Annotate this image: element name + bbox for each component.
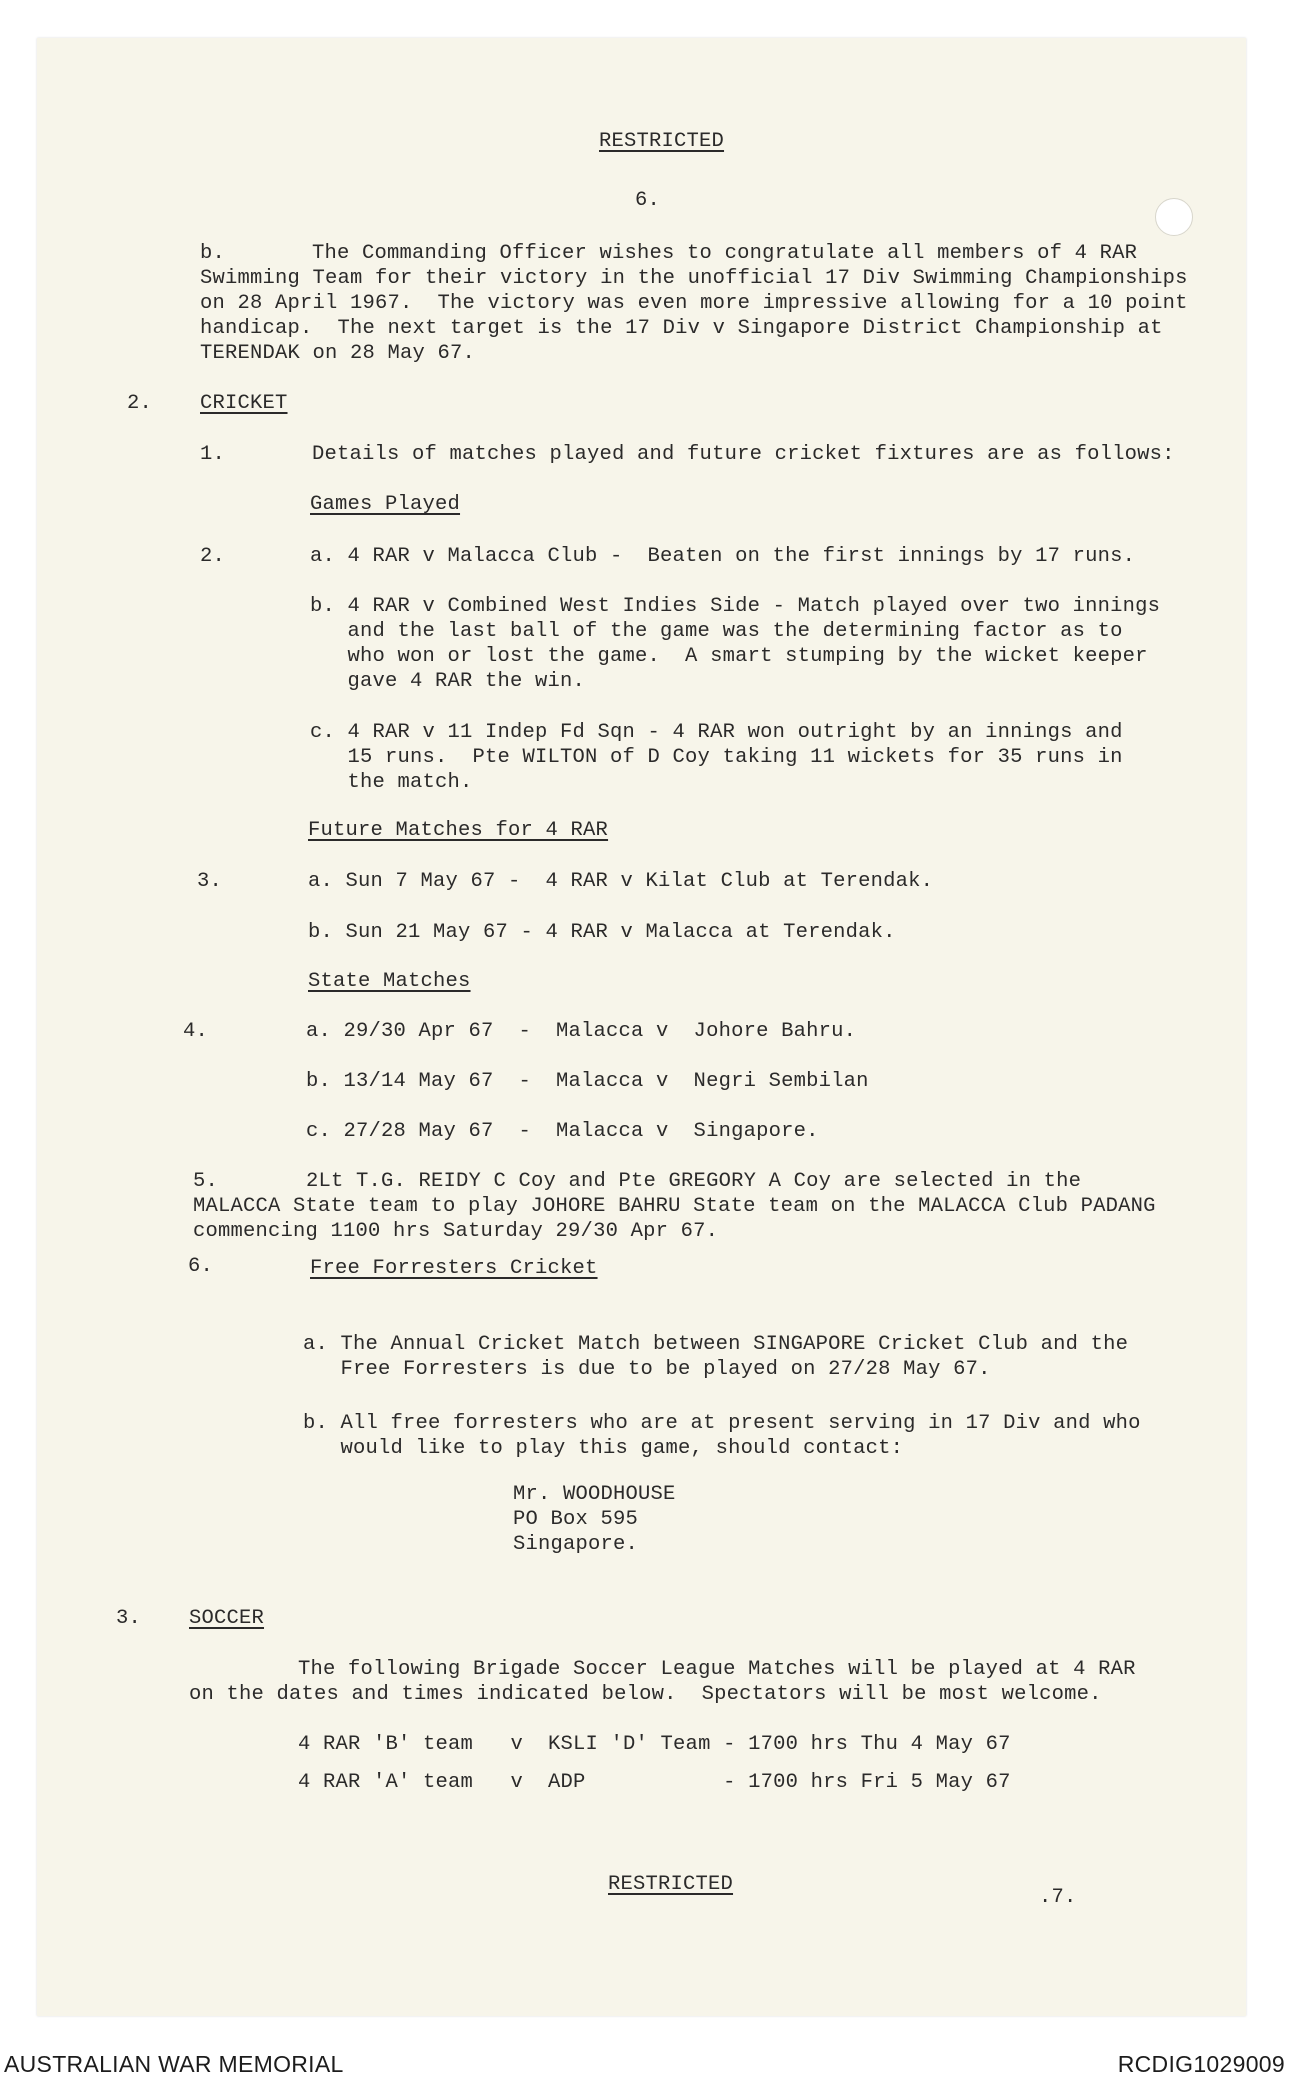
item-number: 1. bbox=[200, 443, 226, 466]
item5-line: MALACCA State team to play JOHORE BAHRU State team on the MALACCA Club PADANG bbox=[193, 1195, 1156, 1218]
game-line: a. 4 RAR v Malacca Club - Beaten on the first innings by 17 runs. bbox=[310, 545, 1136, 568]
para-b-line: on 28 April 1967. The victory was even more impressive allowing for a 10 point bbox=[200, 292, 1188, 315]
soccer-line: on the dates and times indicated below. Spectators will be most welcome. bbox=[189, 1683, 1102, 1706]
state-match: a. 29/30 Apr 67 - Malacca v Johore Bahru. bbox=[306, 1020, 857, 1043]
next-page-marker: .7. bbox=[1039, 1886, 1077, 1909]
future-match: b. Sun 21 May 67 - 4 RAR v Malacca at Terendak. bbox=[308, 921, 896, 944]
page-number: 6. bbox=[635, 189, 661, 212]
item-number: 4. bbox=[183, 1020, 209, 1043]
soccer-fixture: 4 RAR 'B' team v KSLI 'D' Team - 1700 hrs Thu 4 May 67 bbox=[298, 1733, 1011, 1756]
section-heading-soccer: SOCCER bbox=[189, 1607, 265, 1630]
game-line: the match. bbox=[310, 771, 473, 794]
section-heading-cricket: CRICKET bbox=[200, 392, 288, 415]
item-number: 3. bbox=[197, 870, 223, 893]
archive-reference: RCDIG1029009 bbox=[1117, 2051, 1285, 2077]
punch-hole bbox=[1155, 198, 1193, 236]
para-b-line: Swimming Team for their victory in the unofficial 17 Div Swimming Championships bbox=[200, 267, 1188, 290]
classification-header: RESTRICTED bbox=[599, 130, 725, 153]
game-line: 15 runs. Pte WILTON of D Coy taking 11 wickets for 35 runs in bbox=[310, 746, 1123, 769]
soccer-fixture: 4 RAR 'A' team v ADP - 1700 hrs Fri 5 May 67 bbox=[298, 1771, 1011, 1794]
para-b-line: TERENDAK on 28 May 67. bbox=[200, 342, 476, 365]
contact-line: Mr. WOODHOUSE bbox=[513, 1483, 676, 1506]
para-b-line: handicap. The next target is the 17 Div v Singapore District Championship at bbox=[200, 317, 1163, 340]
game-line: who won or lost the game. A smart stumping by the wicket keeper bbox=[310, 645, 1148, 668]
para-b-line: The Commanding Officer wishes to congratulate all members of 4 RAR bbox=[312, 242, 1138, 265]
contact-line: Singapore. bbox=[513, 1533, 639, 1556]
future-match: a. Sun 7 May 67 - 4 RAR v Kilat Club at Terendak. bbox=[308, 870, 934, 893]
game-line: gave 4 RAR the win. bbox=[310, 670, 586, 693]
item-text: Details of matches played and future cricket fixtures are as follows: bbox=[312, 443, 1175, 466]
contact-line: PO Box 595 bbox=[513, 1508, 639, 1531]
forresters-line: b. All free forresters who are at present serving in 17 Div and who bbox=[303, 1412, 1141, 1435]
game-line: and the last ball of the game was the determining factor as to bbox=[310, 620, 1123, 643]
item-number: 5. bbox=[193, 1170, 219, 1193]
forresters-line: a. The Annual Cricket Match between SINGAPORE Cricket Club and the bbox=[303, 1333, 1129, 1356]
game-line: c. 4 RAR v 11 Indep Fd Sqn - 4 RAR won outright by an innings and bbox=[310, 721, 1123, 744]
state-match: c. 27/28 May 67 - Malacca v Singapore. bbox=[306, 1120, 819, 1143]
game-line: b. 4 RAR v Combined West Indies Side - Match played over two innings bbox=[310, 595, 1161, 618]
archive-institution: AUSTRALIAN WAR MEMORIAL bbox=[4, 2051, 344, 2077]
item5-line: commencing 1100 hrs Saturday 29/30 Apr 67. bbox=[193, 1220, 719, 1243]
subheading-games-played: Games Played bbox=[310, 493, 461, 516]
item-number: 2. bbox=[200, 545, 226, 568]
soccer-line: The following Brigade Soccer League Matches will be played at 4 RAR bbox=[298, 1658, 1136, 1681]
state-match: b. 13/14 May 67 - Malacca v Negri Sembilan bbox=[306, 1070, 869, 1093]
para-b-marker: b. bbox=[200, 242, 226, 265]
subheading-free-forresters: Free Forresters Cricket bbox=[310, 1257, 598, 1280]
subheading-future-matches: Future Matches for 4 RAR bbox=[308, 819, 609, 842]
classification-footer: RESTRICTED bbox=[608, 1873, 734, 1896]
item-number: 6. bbox=[188, 1255, 214, 1278]
item5-line: 2Lt T.G. REIDY C Coy and Pte GREGORY A Coy are selected in the bbox=[306, 1170, 1082, 1193]
forresters-line: Free Forresters is due to be played on 27/28 May 67. bbox=[303, 1358, 991, 1381]
forresters-line: would like to play this game, should contact: bbox=[303, 1437, 904, 1460]
section-number-cricket: 2. bbox=[127, 392, 153, 415]
section-number-soccer: 3. bbox=[116, 1607, 142, 1630]
subheading-state-matches: State Matches bbox=[308, 970, 471, 993]
